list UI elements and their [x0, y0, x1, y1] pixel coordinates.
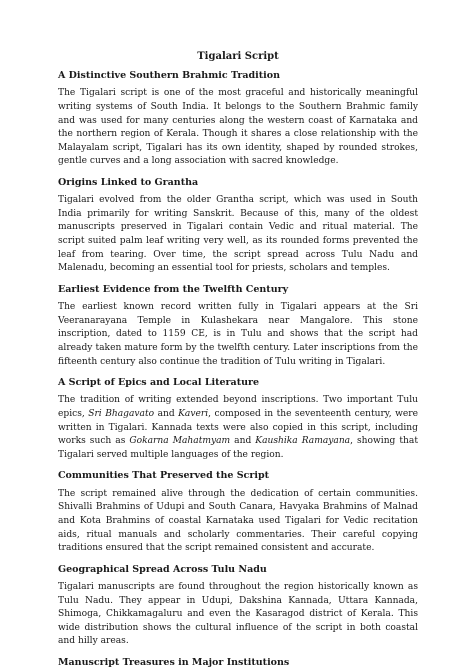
section-heading: Geographical Spread Across Tulu Nadu — [58, 563, 267, 575]
section-heading: Communities That Preserved the Script — [58, 470, 269, 482]
paragraph-text: and — [154, 409, 179, 420]
paragraph-text: , showing that Tigalari served multiple languages of the region. — [58, 436, 418, 460]
section-paragraph: The Tigalari script is one of the most graceful and historically meaningful writing systems of South India. It belongs to the Southern Brahmic family and was used for many centuries along the western coast of Karnataka and the northern region of Kerala. Though it shares a close relationship with the Malayalam script, Tigalari has its own identity, shaped by rounded strokes, gentle curves and a long association with sacred knowledge. — [58, 88, 418, 167]
section-manuscript-treasures — [58, 657, 418, 669]
section-paragraph: The earliest known record written fully in Tigalari appears at the Sri Veeranarayana Temple in Kulashekara near Mangalore. This stone inscription, dated to 1159 CE, is in Tulu and shows that the script had already taken mature form by the twelfth century. Later inscriptions from the fifteenth century also continue the tradition of Tulu writing in Tigalari. — [58, 302, 418, 367]
section-heading: Earliest Evidence from the Twelfth Century — [58, 283, 289, 295]
section-epics-literature — [58, 377, 418, 462]
section-origins-grantha — [58, 177, 418, 276]
paragraph-text: , composed in the seventeenth century, were written in Tigalari. Kannada texts were also copied in this script, including works such as — [58, 409, 418, 447]
section-heading: A Script of Epics and Local Literature — [58, 377, 260, 389]
work-title-gokarna-mahatmyam: Gokarna Mahatmyam — [129, 436, 231, 447]
section-paragraph — [58, 394, 418, 462]
document-title: Tigalari Script — [197, 51, 279, 62]
section-southern-brahmic — [58, 70, 418, 169]
epic-title-kaveri: Kaveri — [178, 409, 209, 420]
epic-title-sri-bhagavato: Sri Bhagavato — [88, 409, 155, 420]
section-communities — [58, 470, 418, 555]
paragraph-text: The tradition of writing extended beyond inscriptions. Two important Tulu epics, — [58, 395, 418, 420]
paragraph-text: and — [230, 436, 256, 447]
section-earliest-evidence — [58, 284, 418, 369]
section-paragraph: The script remained alive through the dedication of certain communities. Shivalli Brahmins of Udupi and South Canara, Havyaka Brahmins of Malnad and Kota Brahmins of coastal Karnataka used Tigalari for Vedic recitation aids, ritual manuals and scholarly commentaries. Their careful copying traditions ensured that the script remained consistent and accurate. — [58, 488, 418, 554]
section-heading: A Distinctive Southern Brahmic Tradition — [58, 70, 280, 81]
section-heading: Manuscript Treasures in Major Institutions — [58, 657, 290, 669]
section-heading: Origins Linked to Grantha — [58, 176, 199, 188]
section-paragraph: Tigalari evolved from the older Grantha script, which was used in South India primarily for writing Sanskrit. Because of this, many of the oldest manuscripts preserved in Tigalari contain Vedic and ritual material. The script suited palm leaf writing very well, as its rounded forms prevented the leaf from tearing. Over time, the script spread across Tulu Nadu and Malenadu, becoming an essential tool for priests, scholars and temples. — [58, 195, 418, 274]
work-title-kaushika-ramayana: Kaushika Ramayana — [255, 436, 351, 447]
section-paragraph: Tigalari manuscripts are found throughout the region historically known as Tulu Nadu. They appear in Udupi, Dakshina Kannada, Uttara Kannada, Shimoga, Chikkamagaluru and even the Kasaragod district of Kerala. This wide distribution shows the cultural influence of the script in both coastal and hilly areas. — [58, 582, 418, 647]
section-geographical-spread — [58, 564, 418, 649]
